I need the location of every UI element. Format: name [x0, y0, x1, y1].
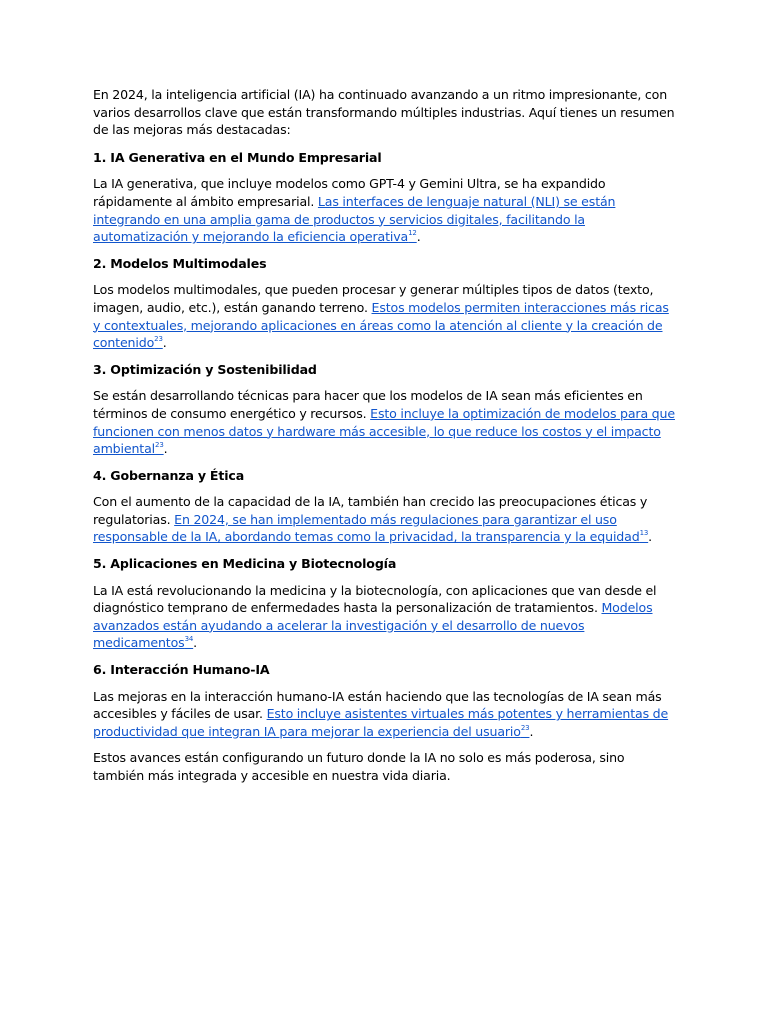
- document-page: [93, 86, 677, 794]
- citation-link-text: En 2024, se han implementado más regulaciones para garantizar el uso responsable de la IA, abordando temas como la privacidad, la transparencia y la equidad: [93, 511, 640, 545]
- citation-link-text: Las interfaces de lenguaje natural (NLI) se están integrando en una amplia gama de productos y servicios digitales, facilitando la automatización y mejorando la eficiencia operativa: [93, 193, 616, 245]
- section-paragraph-multimodales: [93, 281, 677, 351]
- citation-number: 23: [154, 335, 163, 344]
- section-heading-interaccion: 6. Interacción Humano-IA: [93, 662, 270, 678]
- citation-link-text: Modelos avanzados están ayudando a acelerar la investigación y el desarrollo de nuevos medicamentos: [93, 600, 653, 651]
- section-text: Las mejoras en la interacción humano-IA están haciendo que las tecnologías de IA sean más accesibles y fáciles de usar.: [93, 688, 662, 722]
- citation-link-text: Esto incluye asistentes virtuales más potentes y herramientas de productividad que integran IA para mejorar la experiencia del usuario: [93, 706, 669, 739]
- sentence-end: .: [193, 635, 198, 651]
- sentence-end: .: [162, 335, 167, 351]
- citation-link[interactable]: [93, 512, 648, 545]
- section-paragraph-optimizacion: [93, 387, 677, 457]
- citation-link-text: Esto incluye la optimización de modelos para que funcionen con menos datos y hardware más accesible, lo que reduce los costos y el impacto ambiental: [93, 405, 675, 457]
- section-heading-gobernanza: 4. Gobernanza y Ética: [93, 467, 245, 483]
- section-paragraph-gobernanza: [93, 493, 677, 546]
- conclusion-paragraph: Estos avances están configurando un futuro donde la IA no solo es más poderosa, sino también más integrada y accesible en nuestra vida diaria.: [93, 750, 625, 783]
- citation-number: 23: [520, 723, 530, 732]
- section-heading-ia-generativa: 1. IA Generativa en el Mundo Empresarial: [93, 149, 382, 165]
- citation-number: 23: [155, 441, 164, 450]
- citation-link-text: Estos modelos permiten interacciones más ricas y contextuales, mejorando aplicaciones en áreas como la atención al cliente y la creación de contenido: [93, 299, 669, 351]
- sentence-end: .: [416, 229, 421, 245]
- section-text: Se están desarrollando técnicas para hacer que los modelos de IA sean más eficientes en términos de consumo energético y recursos.: [93, 388, 643, 421]
- section-text: La IA generativa, que incluye modelos como GPT-4 y Gemini Ultra, se ha expandido rápidamente al ámbito empresarial.: [93, 176, 606, 209]
- section-text: Los modelos multimodales, que pueden procesar y generar múltiples tipos de datos (texto, imagen, audio, etc.), están ganando terreno.: [93, 282, 654, 315]
- citation-number: 12: [408, 229, 417, 238]
- sentence-end: .: [529, 723, 534, 739]
- section-text: La IA está revolucionando la medicina y la biotecnología, con aplicaciones que van desde el diagnóstico temprano de enfermedades hasta la personalización de tratamientos.: [93, 582, 657, 616]
- intro-paragraph: En 2024, la inteligencia artificial (IA) ha continuado avanzando a un ritmo impresionante, con varios desarrollos clave que están transformando múltiples industrias. Aquí tienes un resumen de las mejoras más destacadas:: [93, 87, 675, 138]
- section-text: Con el aumento de la capacidad de la IA, también han crecido las preocupaciones éticas y regulatorias.: [93, 494, 648, 527]
- section-paragraph-ia-generativa: [93, 175, 677, 245]
- section-heading-optimizacion: 3. Optimización y Sostenibilidad: [93, 361, 317, 377]
- citation-number: 13: [639, 529, 649, 538]
- citation-number: 34: [184, 635, 194, 644]
- section-heading-medicina: 5. Aplicaciones en Medicina y Biotecnología: [93, 556, 397, 572]
- sentence-end: .: [648, 529, 653, 545]
- section-paragraph-interaccion: [93, 688, 677, 741]
- sentence-end: .: [163, 441, 168, 457]
- section-paragraph-medicina: [93, 582, 677, 652]
- section-heading-multimodales: 2. Modelos Multimodales: [93, 255, 267, 271]
